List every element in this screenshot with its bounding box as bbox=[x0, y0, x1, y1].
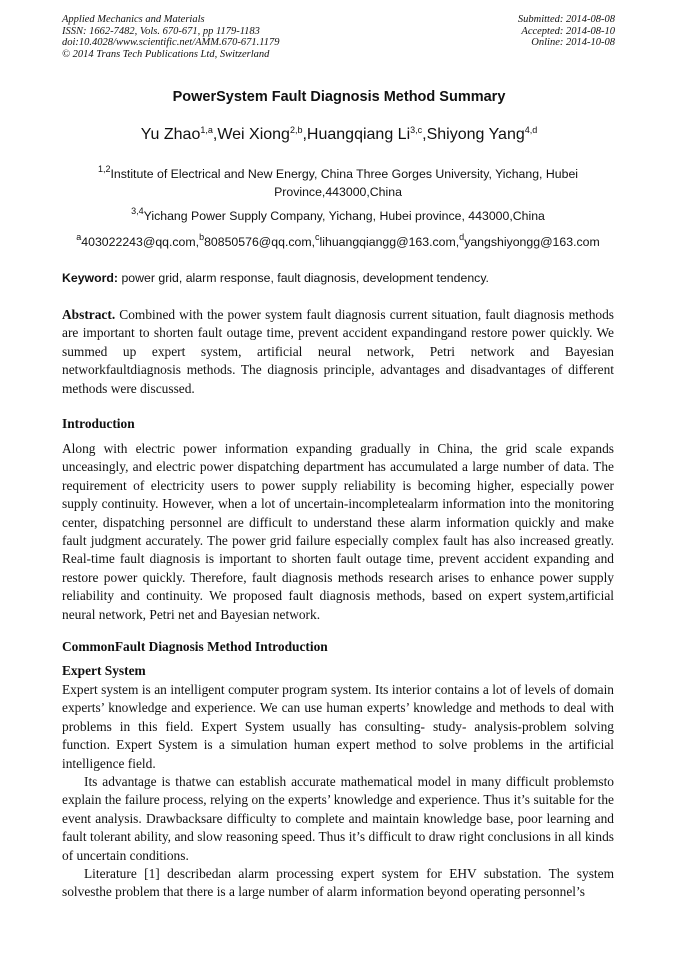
journal-name: Applied Mechanics and Materials bbox=[62, 14, 205, 25]
author-name: Yu Zhao bbox=[140, 126, 201, 143]
author-superscript: 2,b bbox=[289, 125, 303, 135]
email-address: lihuangqiangg@163.com, bbox=[319, 235, 460, 249]
affiliation-superscript: 3,4 bbox=[131, 206, 144, 216]
author-name: Wei Xiong bbox=[217, 126, 290, 143]
author-name: Huangqiang Li bbox=[306, 126, 411, 143]
affiliation-superscript: 1,2 bbox=[97, 164, 111, 174]
doi-line: doi:10.4028/www.scientific.net/AMM.670-671.1179 bbox=[62, 37, 280, 48]
email-list bbox=[62, 233, 614, 251]
email-address: 403022243@qq.com, bbox=[81, 235, 200, 249]
keyword-text: power grid, alarm response, fault diagnosis, development tendency. bbox=[118, 271, 489, 285]
copyright-line: © 2014 Trans Tech Publications Ltd, Switzerland bbox=[62, 48, 270, 60]
keyword-label: Keyword: bbox=[62, 271, 119, 285]
section-heading-introduction: Introduction bbox=[62, 416, 135, 431]
keywords bbox=[62, 271, 489, 285]
section-heading-common-methods: CommonFault Diagnosis Method Introduction bbox=[62, 639, 328, 654]
email-address: yangshiyongg@163.com bbox=[464, 235, 600, 249]
online-date: Online: 2014-10-08 bbox=[531, 37, 615, 48]
submitted-date: Submitted: 2014-08-08 bbox=[517, 14, 615, 25]
email-superscript: d bbox=[459, 232, 465, 242]
issn-line: ISSN: 1662-7482, Vols. 670-671, pp 1179-1183 bbox=[62, 25, 260, 37]
affiliation-text: Institute of Electrical and New Energy, China Three Gorges University, Yichang, Hubei Province,443000,China bbox=[110, 167, 579, 199]
abstract-text: Combined with the power system fault diagnosis current situation, fault diagnosis methods are important to shorten fault outage time, prevent accident expandingand restore power quickly. We summed up expert system, artificial neural network, Petri network and Bayesian networkfaultdiagnosis methods. The diagnosis principle, advantages and disadvantages of different methods were discussed. bbox=[62, 307, 614, 396]
author-list bbox=[0, 126, 678, 144]
author-separator: , bbox=[422, 126, 427, 143]
expert-system-body bbox=[62, 681, 614, 902]
abstract-label: Abstract. bbox=[62, 307, 116, 322]
email-address: 80850576@qq.com, bbox=[204, 235, 316, 249]
accepted-date: Accepted: 2014-08-10 bbox=[521, 25, 615, 37]
email-superscript: b bbox=[199, 232, 205, 242]
introduction-paragraph: Along with electric power information expanding gradually in China, the grid scale expands unceasingly, and electric power dispatching department has accumulated a large number of data. The requirement of electricity users to power supply reliability is becoming higher, especially power supply continuity. However, when a lot of uncertain-incompletealarm information into the monitoring center, dispatching personnel are difficult to understand these alarm information quickly and make fault judgment accurately. The power grid failure especially complex fault has also increased greatly. Real-time fault diagnosis is important to shorten fault outage time, prevent accident expanding and restore power quickly. Therefore, fault diagnosis methods research arises to enhance power supply reliability and continuity. We proposed fault diagnosis methods, based on expert system,artificial neural network, Petri net and Bayesian network. bbox=[62, 441, 614, 622]
author-separator: , bbox=[302, 126, 307, 143]
subsection-heading-expert-system: Expert System bbox=[62, 663, 146, 678]
author-superscript: 3,c bbox=[410, 125, 423, 135]
affiliation-text: Yichang Power Supply Company, Yichang, Hubei province, 443000,China bbox=[143, 209, 545, 223]
affiliation-1 bbox=[62, 165, 614, 201]
author-name: Shiyong Yang bbox=[426, 126, 525, 143]
author-superscript: 4,d bbox=[524, 125, 538, 135]
paper-title: PowerSystem Fault Diagnosis Method Summary bbox=[172, 89, 506, 105]
author-separator: , bbox=[212, 126, 218, 143]
expert-system-paragraph-3: Literature [1] describedan alarm processing expert system for EHV substation. The system solvesthe problem that there is a large number of alarm information beyond operating personnel’s bbox=[62, 866, 614, 900]
email-superscript: c bbox=[315, 232, 320, 242]
journal-header-left bbox=[62, 14, 279, 60]
author-superscript: 1,a bbox=[200, 125, 213, 135]
abstract bbox=[62, 306, 614, 398]
journal-header-right bbox=[518, 14, 615, 49]
expert-system-paragraph-1: Expert system is an intelligent computer program system. Its interior contains a lot of levels of domain experts’ knowledge and experience. We can use human experts’ knowledge and methods to deal with problems in this field. Expert System usually has consulting- study- analysis-problem solving function. Expert System is a simulation human expert method to solve problems in the artificial intelligence field. bbox=[62, 682, 614, 771]
expert-system-paragraph-2: Its advantage is thatwe can establish accurate mathematical model in many difficult problemsto explain the failure process, relying on the experts’ knowledge and experience. Thus it’s suitable for the event analysis. Drawbacksare difficulty to complete and maintain knowledge base, poor learning and fault tolerant ability, and slow reasoning speed. Thus it’s difficult to draw right conclusions in all kinds of uncertain conditions. bbox=[62, 774, 614, 863]
email-superscript: a bbox=[76, 232, 82, 242]
affiliation-2 bbox=[62, 207, 614, 225]
